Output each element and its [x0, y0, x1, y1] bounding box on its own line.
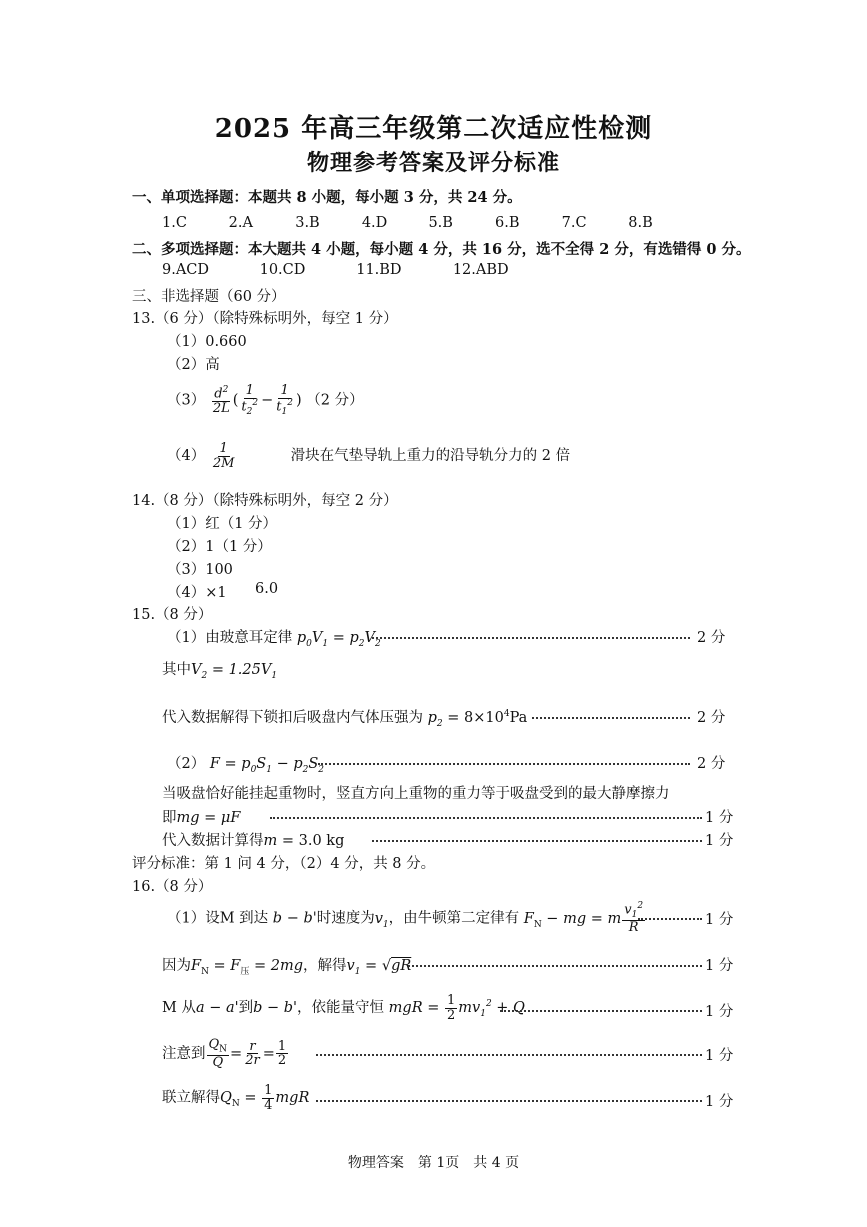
formula-mgr: mgR	[275, 1090, 310, 1107]
formula-bb: b − b'	[272, 910, 317, 927]
answer-6: 6.B	[495, 215, 520, 231]
formula-aa: a − a'	[195, 1000, 239, 1017]
q15-line-6	[162, 806, 240, 827]
q16-line-3	[162, 994, 525, 1022]
score-mark: 1 分	[705, 1004, 734, 1020]
score-mark: 2 分	[697, 756, 726, 772]
dotted-leader	[408, 965, 702, 967]
formula-mass: m	[263, 833, 278, 849]
q15-line-6-text: 即	[162, 810, 177, 826]
dotted-leader	[638, 918, 702, 920]
q16-line-4-text: 注意到	[162, 1045, 206, 1062]
q14-answer-4b: 6.0	[255, 581, 279, 597]
q13-answer-4-text: 滑块在气垫导轨上重力的沿导轨分力的 2 倍	[290, 448, 571, 465]
page-title: 2025 年高三年级第二次适应性检测	[214, 114, 653, 144]
q16-heading: 16.（8 分）	[132, 879, 213, 895]
q15-line-4	[167, 752, 324, 775]
formula-half: $\frac{1}{2}$	[446, 993, 456, 1023]
score-mark: 1 分	[705, 810, 734, 826]
formula-bb2: b − b'	[253, 1000, 298, 1017]
answer-3: 3.B	[295, 215, 320, 231]
q13-answer-3: （3） $\frac{d^2}{2L}$ ( $\frac{1}{t_2^2}$ − $\frac{1}{t_1^2}$ ) （2 分）	[167, 383, 364, 417]
formula-qn: $Q_N$ =	[220, 1090, 262, 1110]
q16-line-1-text-b: 时速度为	[316, 910, 375, 927]
q15-heading: 15.（8 分）	[132, 607, 213, 623]
formula-one-quarter: $\frac{1}{4}$	[264, 1083, 273, 1113]
q15-line-3-text: 代入数据解得下锁扣后吸盘内气体压强为	[162, 710, 423, 726]
section1-heading: 一、单项选择题：本题共 8 小题，每小题 3 分，共 24 分。	[132, 189, 522, 206]
answer-8: 8.B	[628, 215, 653, 231]
answer-1: 1.C	[162, 215, 187, 231]
q14-answer-4: （4）×1	[167, 585, 227, 601]
dotted-leader	[318, 763, 690, 765]
answer-7: 7.C	[561, 215, 587, 231]
q16-line-1-text: （1）设M 到达	[167, 910, 269, 927]
q16-line-1	[167, 902, 646, 935]
q13-answer-3-score: （2 分）	[306, 392, 364, 409]
formula-boyle: $p_0V_1 = p_2V_2$	[296, 630, 381, 649]
q16-line-3-text-b: 到	[238, 1000, 254, 1017]
section2-heading: 二、多项选择题：本大题共 4 小题，每小题 4 分，共 16 分，选不全得 2 分，有选错得 0 分。	[132, 241, 751, 258]
formula-1-over-2M: $\frac{1}{2M}$	[212, 441, 235, 471]
score-mark: 1 分	[705, 833, 734, 849]
q13-answer-1: （1）0.660	[167, 334, 247, 350]
formula-p2-value: = $8\times 10^4Pa$	[442, 709, 528, 726]
score-mark: 1 分	[705, 1094, 734, 1110]
q16-line-3-text-c: ，依能量守恒	[297, 1000, 385, 1017]
formula-qn-over-q: $\frac{Q_N}{Q}$	[208, 1037, 228, 1071]
q14-heading: 14.（8 分）（除特殊标明外，每空 2 分）	[132, 493, 398, 509]
q13-answer-2: （2）高	[167, 357, 220, 373]
answer-10: 10.CD	[259, 262, 306, 278]
q13-answer-3-label: （3）	[167, 392, 206, 409]
q15-line-7	[162, 829, 344, 850]
q15-line-1-text: （1）由玻意耳定律	[167, 630, 293, 646]
q16-line-2-text-b: ，解得	[303, 958, 347, 974]
formula-p2: $p_2$	[427, 710, 443, 729]
formula-v2: $V_2 = 1.25V_1$	[191, 662, 278, 681]
formula-energy: mgR =	[388, 1000, 444, 1017]
dotted-leader	[270, 817, 702, 819]
q15-line-4-text: （2）	[167, 756, 206, 772]
score-mark: 2 分	[697, 630, 726, 646]
q14-answer-2: （2）1（1 分）	[167, 539, 272, 555]
q13-answer-4-label: （4）	[167, 448, 206, 465]
dotted-leader	[316, 1100, 702, 1102]
score-mark: 2 分	[697, 710, 726, 726]
formula-fn: $F_N = F_压 = 2mg$	[191, 958, 304, 977]
formula-mass-value: = 3.0 kg	[277, 833, 345, 849]
formula-v1: $v_1$	[374, 910, 389, 930]
q14-answer-3: （3）100	[167, 562, 233, 578]
dotted-leader	[372, 840, 702, 842]
formula-force: $F = p_0S_1 - p_2S_2$	[209, 756, 325, 775]
q14-answer-1: （1）红（1 分）	[167, 516, 278, 532]
q15-line-2-text: 其中	[162, 662, 191, 678]
page-subtitle: 物理参考答案及评分标准	[306, 150, 560, 176]
q15-scoring: 评分标准：第 1 问 4 分，（2）4 分，共 8 分。	[132, 856, 436, 872]
q16-line-4: 注意到 $\frac{Q_N}{Q}$ = $\frac{r}{2r}$ = $\frac{1}{2}$	[162, 1037, 287, 1071]
answer-5: 5.B	[428, 215, 453, 231]
formula-v1-result: $v_1 = √gR$	[346, 958, 412, 977]
formula-d2-over-2L: $\frac{d^2}{2L}$	[212, 384, 230, 416]
formula-newton: $F_N$ − mg = m	[523, 910, 622, 930]
q16-line-2-text: 因为	[162, 958, 191, 974]
formula-v1sq-over-R: $\frac{v_1^2}{R}$	[624, 901, 644, 936]
page-footer: 物理答案 第 1页 共 4 页	[347, 1155, 520, 1171]
q16-line-5-text: 联立解得	[162, 1090, 220, 1107]
q16-line-2	[162, 954, 411, 977]
q15-line-3	[162, 706, 527, 729]
dotted-leader	[372, 637, 690, 639]
q15-line-5: 当吸盘恰好能挂起重物时，竖直方向上重物的重力等于吸盘受到的最大静摩擦力	[162, 786, 670, 802]
q16-line-1-text-c: ，由牛顿第二定律有	[388, 910, 520, 927]
section1-answers	[162, 215, 653, 231]
q15-line-1	[167, 626, 381, 649]
formula-friction: mg = μF	[176, 810, 241, 826]
q13-heading: 13.（6 分）（除特殊标明外，每空 1 分）	[132, 311, 398, 327]
formula-1-over-t2sq: $\frac{1}{t_2^2}$	[241, 383, 259, 417]
answer-4: 4.D	[361, 215, 388, 231]
q15-line-7-text: 代入数据计算得	[162, 833, 264, 849]
q16-line-3-text: M 从	[162, 1000, 196, 1017]
formula-one-half: $\frac{1}{2}$	[277, 1038, 287, 1069]
score-mark: 1 分	[705, 1048, 734, 1064]
score-mark: 1 分	[705, 912, 734, 928]
q16-line-5	[162, 1084, 309, 1112]
answer-9: 9.ACD	[162, 262, 210, 278]
q13-answer-4	[167, 442, 570, 470]
formula-1-over-t1sq: $\frac{1}{t_1^2}$	[276, 383, 293, 417]
dotted-leader	[316, 1054, 702, 1056]
section2-answers	[162, 262, 509, 278]
section3-heading: 三、非选择题（60 分）	[132, 289, 286, 305]
score-mark: 1 分	[705, 958, 734, 974]
q15-line-2	[162, 658, 277, 681]
dotted-leader	[500, 1010, 702, 1012]
formula-energy-rhs: $mv_1^2 + Q$	[458, 999, 525, 1020]
answer-12: 12.ABD	[452, 262, 509, 278]
formula-r-over-2r: $\frac{r}{2r}$	[245, 1038, 260, 1069]
answer-2: 2.A	[228, 215, 253, 231]
answer-11: 11.BD	[356, 262, 402, 278]
dotted-leader	[532, 717, 690, 719]
